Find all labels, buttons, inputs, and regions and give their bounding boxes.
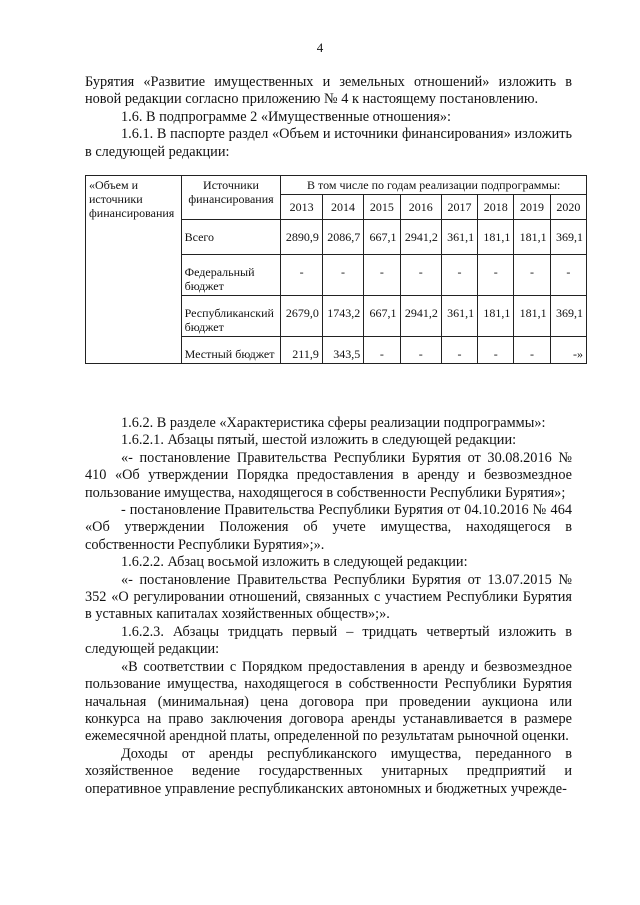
value-cell: -	[550, 255, 586, 296]
paragraph: «- постановление Правительства Республики Бурятия от 13.07.2015 № 352 «О регулировании отношений, связанных с участием Республики Бурятия в уставных капиталах хозяйственных обществ»;».	[85, 571, 572, 623]
value-cell: -	[514, 255, 550, 296]
value-cell: 181,1	[514, 296, 550, 337]
paragraph: - постановление Правительства Республики Бурятия от 04.10.2016 № 464 «Об утверждении Положения об учете имущества, находящегося в собственности Республики Бурятия»;».	[85, 502, 572, 553]
paragraph: 1.6.2.3. Абзацы тридцать первый – тридцать четвертый изложить в следующей редакции:	[85, 623, 572, 658]
source-cell: Всего	[181, 220, 281, 255]
page-number: 4	[316, 40, 324, 55]
source-cell: Федеральный бюджет	[181, 255, 281, 296]
paragraph: Бурятия «Развитие имущественных и земельных отношений» изложить в новой редакции согласно приложению № 4 к настоящему постановлению.	[85, 74, 572, 108]
paragraph: «В соответствии с Порядком предоставления в аренду и безвозмездное пользование имущества, находящегося в собственности Республики Бурятия начальная (минимальная) цена договора при проведении аукциона или конкурса на право заключения договора аренды устанавливается в размере ежемесячной арендной платы, определенной по результатам рыночной оценки.	[85, 658, 572, 745]
value-cell: -	[478, 337, 514, 364]
year-cell: 2020	[550, 195, 586, 220]
value-cell: 369,1	[550, 296, 586, 337]
value-cell: -	[364, 337, 400, 364]
value-cell: 1743,2	[322, 296, 363, 337]
value-cell: 667,1	[364, 220, 400, 255]
paragraph: 1.6.2.1. Абзацы пятый, шестой изложить в следующей редакции:	[121, 432, 517, 449]
paragraph: 1.6.2.2. Абзац восьмой изложить в следующей редакции:	[121, 554, 468, 571]
value-cell: -	[441, 255, 477, 296]
bottom-text-block	[85, 415, 572, 798]
top-text-block	[85, 74, 572, 161]
value-cell: 181,1	[514, 220, 550, 255]
year-cell: 2015	[364, 195, 400, 220]
value-cell: 2941,2	[400, 296, 441, 337]
table-header-row	[86, 176, 587, 195]
paragraph: 1.6. В подпрограмме 2 «Имущественные отношения»:	[121, 108, 452, 125]
value-cell: 369,1	[550, 220, 586, 255]
year-cell: 2014	[322, 195, 363, 220]
year-cell: 2019	[514, 195, 550, 220]
value-cell: 2890,9	[281, 220, 322, 255]
funding-table	[85, 175, 587, 364]
value-cell: -	[400, 337, 441, 364]
value-cell: 361,1	[441, 296, 477, 337]
value-cell: 2941,2	[400, 220, 441, 255]
value-cell: 343,5	[322, 337, 363, 364]
source-header: Источники финансирования	[181, 176, 281, 220]
paragraph: 1.6.2. В разделе «Характеристика сферы реализации подпрограммы»:	[121, 415, 546, 431]
paragraph: 1.6.1. В паспорте раздел «Объем и источники финансирования» изложить в следующей редакции:	[85, 126, 572, 160]
value-cell: -	[281, 255, 322, 296]
value-cell: 2679,0	[281, 296, 322, 337]
value-cell: -	[478, 255, 514, 296]
value-cell: 2086,7	[322, 220, 363, 255]
value-cell: 667,1	[364, 296, 400, 337]
value-cell: -	[364, 255, 400, 296]
value-cell: -	[322, 255, 363, 296]
value-cell: -	[514, 337, 550, 364]
years-span-header: В том числе по годам реализации подпрограммы:	[281, 176, 587, 195]
value-cell: -	[400, 255, 441, 296]
source-cell: Местный бюджет	[181, 337, 281, 364]
source-cell: Республиканский бюджет	[181, 296, 281, 337]
paragraph: «- постановление Правительства Республики Бурятия от 30.08.2016 № 410 «Об утверждении Порядка предоставления в аренду и безвозмездное пользование имущества, находящегося в собственности Республики Бурятия»;	[85, 449, 572, 501]
year-cell: 2017	[441, 195, 477, 220]
year-cell: 2018	[478, 195, 514, 220]
paragraph: Доходы от аренды республиканского имущества, переданного в хозяйственное ведение государственных унитарных предприятий и оперативное управление республиканских автономных и бюджетных учрежде-	[85, 745, 572, 797]
value-cell: 181,1	[478, 220, 514, 255]
value-cell: 361,1	[441, 220, 477, 255]
value-cell: -	[441, 337, 477, 364]
year-cell: 2016	[400, 195, 441, 220]
table-row-label: «Объем и источники финансирования	[86, 176, 182, 364]
value-cell: 211,9	[281, 337, 322, 364]
year-cell: 2013	[281, 195, 322, 220]
value-cell: 181,1	[478, 296, 514, 337]
value-cell: -»	[550, 337, 586, 364]
